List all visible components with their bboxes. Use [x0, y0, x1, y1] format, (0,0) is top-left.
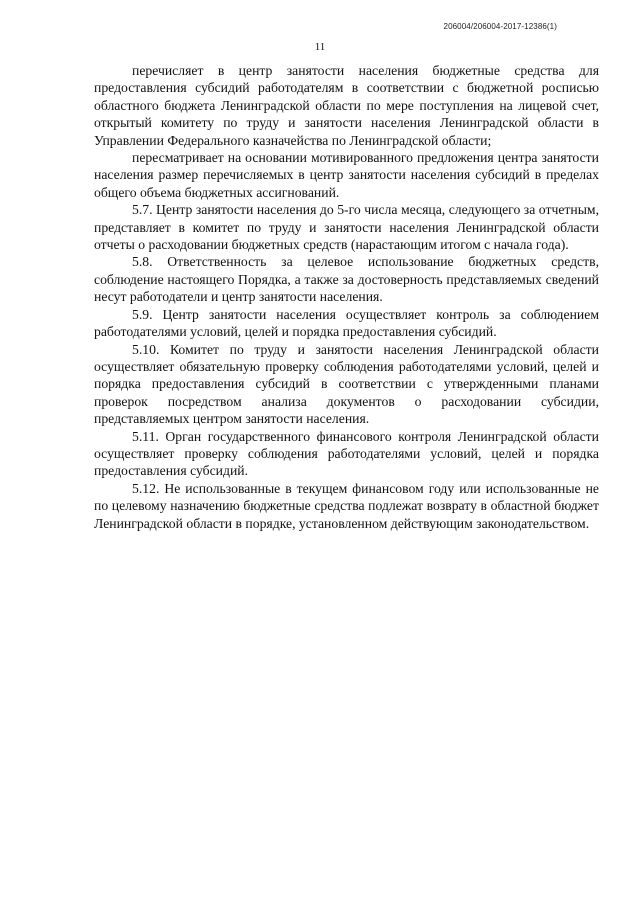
paragraph-reviews-subsidies: пересматривает на основании мотивированного предложения центра занятости населения размер перечисляемых в центр занятости населения субсидий в пределах общего объема бюджетных ассигнований.	[94, 150, 599, 200]
paragraph-5-10: 5.10. Комитет по труду и занятости населения Ленинградской области осуществляет обязательную проверку соблюдения работодателями условий, целей и порядка предоставления субсидий в соответствии с утвержденными планами проверок посредством анализа документов о расходовании субсидии, представляемых центром занятости населения.	[94, 341, 599, 427]
page-number: 11	[314, 41, 326, 53]
paragraph-5-11: 5.11. Орган государственного финансового контроля Ленинградской области осуществляет проверку соблюдения работодателями условий, целей и порядка предоставления субсидий.	[94, 428, 599, 479]
paragraph-5-12: 5.12. Не использованные в текущем финансовом году или использованные не по целевому назначению бюджетные средства подлежат возврату в областной бюджет Ленинградской области в порядке, установленном действующим законодательством.	[94, 480, 599, 531]
paragraph-transfer-funds: перечисляет в центр занятости населения бюджетные средства для предоставления субсидий работодателям в соответствии с бюджетной росписью областного бюджета Ленинградской области по мере поступления на лицевой счет, открытый комитету по труду и занятости населения Ленинградской области в Управлении Федерального казначейства по Ленинградской области;	[94, 63, 599, 148]
document-id: 206004/206004-2017-12386(1)	[443, 22, 557, 31]
paragraph-5-7: 5.7. Центр занятости населения до 5-го числа месяца, следующего за отчетным, представляет в комитет по труду и занятости населения Ленинградской области отчеты о расходовании бюджетных средств (нарастающим итогом с начала года).	[94, 202, 599, 253]
paragraph-5-9: 5.9. Центр занятости населения осуществляет контроль за соблюдением работодателями условий, целей и порядка предоставления субсидий.	[94, 306, 599, 340]
document-body	[94, 62, 599, 532]
paragraph-5-8: 5.8. Ответственность за целевое использование бюджетных средств, соблюдение настоящего Порядка, а также за достоверность представляемых сведений несут работодатели и центр занятости населения.	[94, 254, 599, 305]
